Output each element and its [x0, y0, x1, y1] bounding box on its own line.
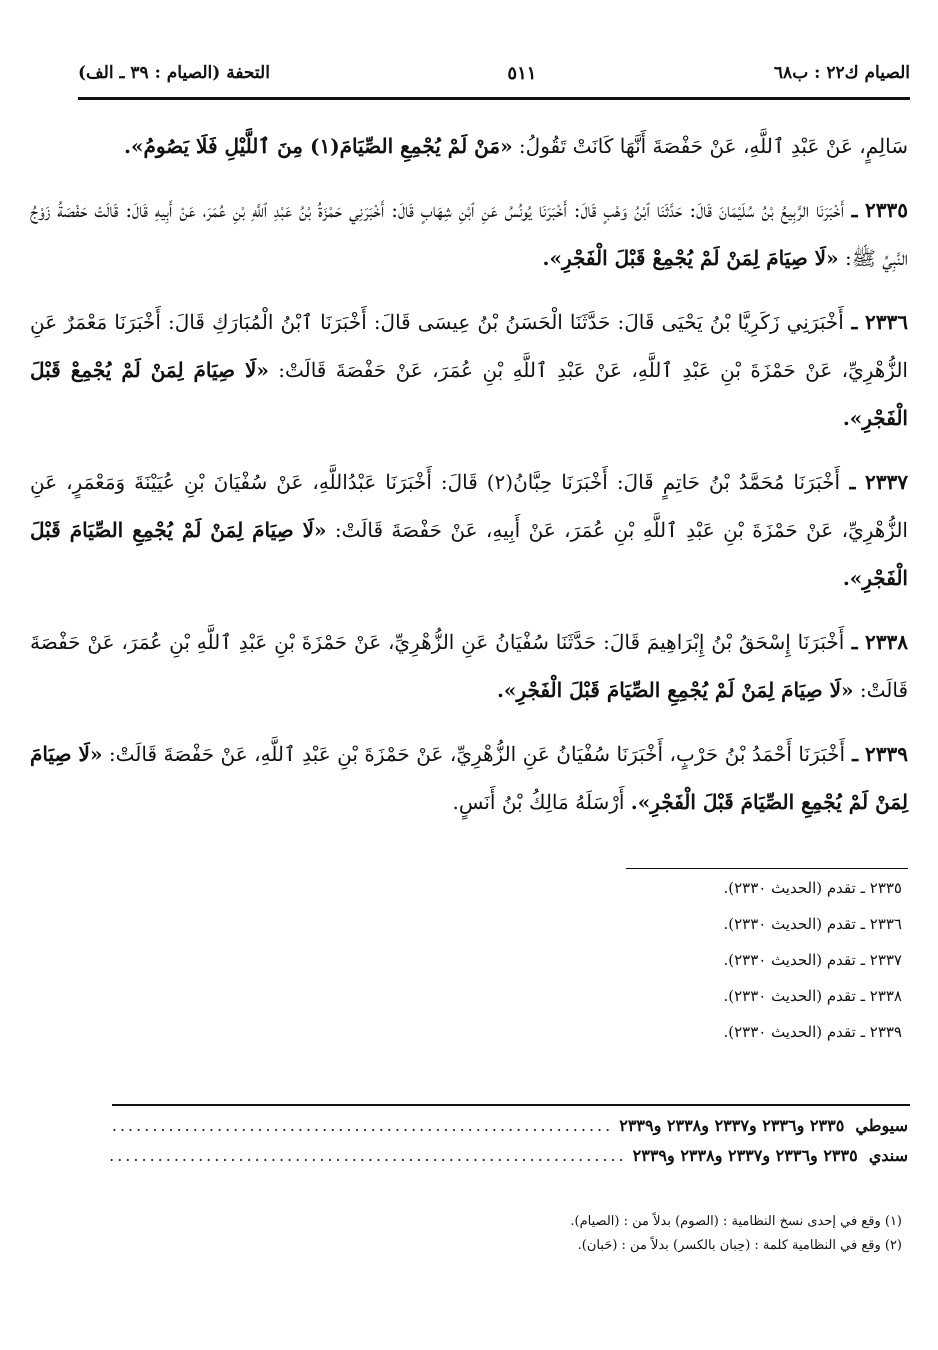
hadith-quote: «لَا صِيَامَ لِمَنْ لَمْ يُجْمِعِ الصِّيَامَ قَبْلَ الْفَجْرِ».: [30, 518, 908, 590]
source-label: سيوطي: [855, 1115, 908, 1135]
hadith-chain: أَخْبَرَنَا مُحَمَّدُ بْنُ حَاتِمٍ قَالَ: أَخْبَرَنَا حِبَّانُ(٢) قَالَ: أَخْبَرَنَا عَبْدُاللَّهِ، عَنْ سُفْيَانَ بْنِ عُيَيْنَةَ وَمَعْمَرٍ، عَنِ الزُّهْرِيِّ، عَنْ حَمْزَةَ بْنِ عَبْدِ ٱللَّهِ بْنِ عُمَرَ، عَنْ أَبِيهِ، عَنْ حَفْصَةَ قَالَتْ:: [30, 470, 908, 542]
header-chapter-ref: الصيام ك٢٢ : ب٦٨: [773, 63, 910, 83]
reference-item: ٢٣٣٦ ـ تقدم (الحديث ٢٣٣٠).: [723, 915, 902, 933]
header-rule: [78, 97, 910, 100]
hadith-paragraph: [30, 298, 908, 442]
hadith-number: ٢٣٣٨ ـ: [844, 630, 908, 654]
hadith-after: أَرْسَلَهُ مَالِكُ بْنُ أَنَسٍ.: [452, 790, 631, 814]
hadith-chain: أَخْبَرَنَا الرَّبِيعُ بْنُ سُلَيْمَانَ قَالَ: حَدَّثَنَا ٱبْنُ وَهْبٍ قَالَ: أَخْبَرَنَا يُونُسُ عَنِ ٱبْنِ شِهَابٍ قَالَ: أَخْبَرَنِي حَمْزَةُ بْنُ عَبْدِ ٱللَّهِ بْنِ عُمَرَ، عَنْ أَبِيهِ قَالَ: قَالَتْ حَفْصَةُ زَوْجُ النَّبِيِّ ﷺ:: [30, 198, 908, 270]
footnote: (٢) وقع في النظامية كلمة : (حِبان بالكسر) بدلاً من : (حَبان).: [577, 1238, 902, 1253]
hadith-quote: «لَا صِيَامَ لِمَنْ لَمْ يُجْمِعِ الصِّيَامَ قَبْلَ الْفَجْرِ».: [30, 742, 908, 814]
footnote: (١) وقع في إحدى نسخ النظامية : (الصوم) بدلاً من : (الصيام).: [570, 1214, 902, 1229]
references-list: [402, 870, 902, 1050]
source-label: سندي: [868, 1145, 908, 1165]
reference-item: ٢٣٣٥ ـ تقدم (الحديث ٢٣٣٠).: [723, 879, 902, 897]
references-rule: [626, 868, 908, 869]
reference-item: ٢٣٣٨ ـ تقدم (الحديث ٢٣٣٠).: [723, 987, 902, 1005]
hadith-quote: «لَا صِيَامَ لِمَنْ لَمْ يُجْمِعِ الصِّيَامَ قَبْلَ الْفَجْرِ».: [496, 678, 854, 702]
dot-leader: [108, 1146, 627, 1165]
hadith-quote: «مَنْ لَمْ يُجْمِعِ الصِّيَامَ(١) مِنَ ٱللَّيْلِ فَلَا يَصُومُ».: [123, 134, 513, 158]
hadith-text: [30, 122, 908, 842]
hadith-number: ٢٣٣٧ ـ: [840, 470, 908, 494]
footnotes: [102, 1210, 902, 1258]
hadith-quote: «لَا صِيَامَ لِمَنْ لَمْ يُجْمِعْ قَبْلَ الْفَجْرِ».: [542, 246, 839, 270]
source-values: ٢٣٣٥ و٢٣٣٦ و٢٣٣٧ و٢٣٣٨ و٢٣٣٩: [632, 1145, 858, 1165]
page-number: ٥١١: [507, 62, 537, 84]
hadith-number: ٢٣٣٥ ـ: [844, 198, 908, 222]
hadith-chain: سَالِمٍ، عَنْ عَبْدِ ٱللَّهِ، عَنْ حَفْصَةَ أَنَّهَا كَانَتْ تَقُولُ:: [512, 134, 908, 158]
hadith-quote: «لَا صِيَامَ لِمَنْ لَمْ يُجْمِعْ قَبْلَ الْفَجْرِ».: [30, 358, 908, 430]
hadith-chain: أَخْبَرَنَا أَحْمَدُ بْنُ حَرْبٍ، أَخْبَرَنَا سُفْيَانُ عَنِ الزُّهْرِيِّ، عَنْ حَمْزَةَ بْنِ عَبْدِ ٱللَّهِ، عَنْ حَفْصَةَ قَالَتْ:: [102, 742, 846, 766]
hadith-paragraph: [30, 458, 908, 602]
reference-item: ٢٣٣٧ ـ تقدم (الحديث ٢٣٣٠).: [723, 951, 902, 969]
source-row: [108, 1140, 908, 1170]
source-row: [108, 1110, 908, 1140]
header-tuhfa-ref: التحفة (الصيام : ٣٩ ـ الف): [78, 63, 270, 83]
page-header: [78, 58, 910, 88]
hadith-number: ٢٣٣٩ ـ: [845, 742, 908, 766]
hadith-paragraph: [30, 618, 908, 714]
hadith-paragraph: [30, 730, 908, 826]
hadith-number: ٢٣٣٦ ـ: [843, 310, 908, 334]
commentary-sources: [108, 1110, 908, 1170]
source-values: ٢٣٣٥ و٢٣٣٦ و٢٣٣٧ و٢٣٣٨ و٢٣٣٩: [619, 1115, 845, 1135]
hadith-chain: أَخْبَرَنَا إِسْحَقُ بْنُ إِبْرَاهِيمَ قَالَ: حَدَّثَنَا سُفْيَانُ عَنِ الزُّهْرِيِّ، عَنْ حَمْزَةَ بْنِ عَبْدِ ٱللَّهِ بْنِ عُمَرَ، عَنْ حَفْصَةَ قَالَتْ:: [30, 630, 908, 702]
hadith-paragraph: [30, 122, 908, 170]
hadith-paragraph: [30, 186, 908, 282]
sources-rule: [112, 1104, 910, 1106]
hadith-chain: أَخْبَرَنِي زَكَرِيَّا بْنُ يَحْيَى قَالَ: حَدَّثَنَا الْحَسَنُ بْنُ عِيسَى قَالَ: أَخْبَرَنَا ٱبْنُ الْمُبَارَكِ قَالَ: أَخْبَرَنَا مَعْمَرٌ عَنِ الزُّهْرِيِّ، عَنْ حَمْزَةَ بْنِ عَبْدِ ٱللَّهِ، عَنْ عَبْدِ ٱللَّهِ بْنِ عُمَرَ، عَنْ حَفْصَةَ قَالَتْ:: [30, 310, 908, 382]
dot-leader: [108, 1116, 613, 1135]
reference-item: ٢٣٣٩ ـ تقدم (الحديث ٢٣٣٠).: [723, 1023, 902, 1041]
